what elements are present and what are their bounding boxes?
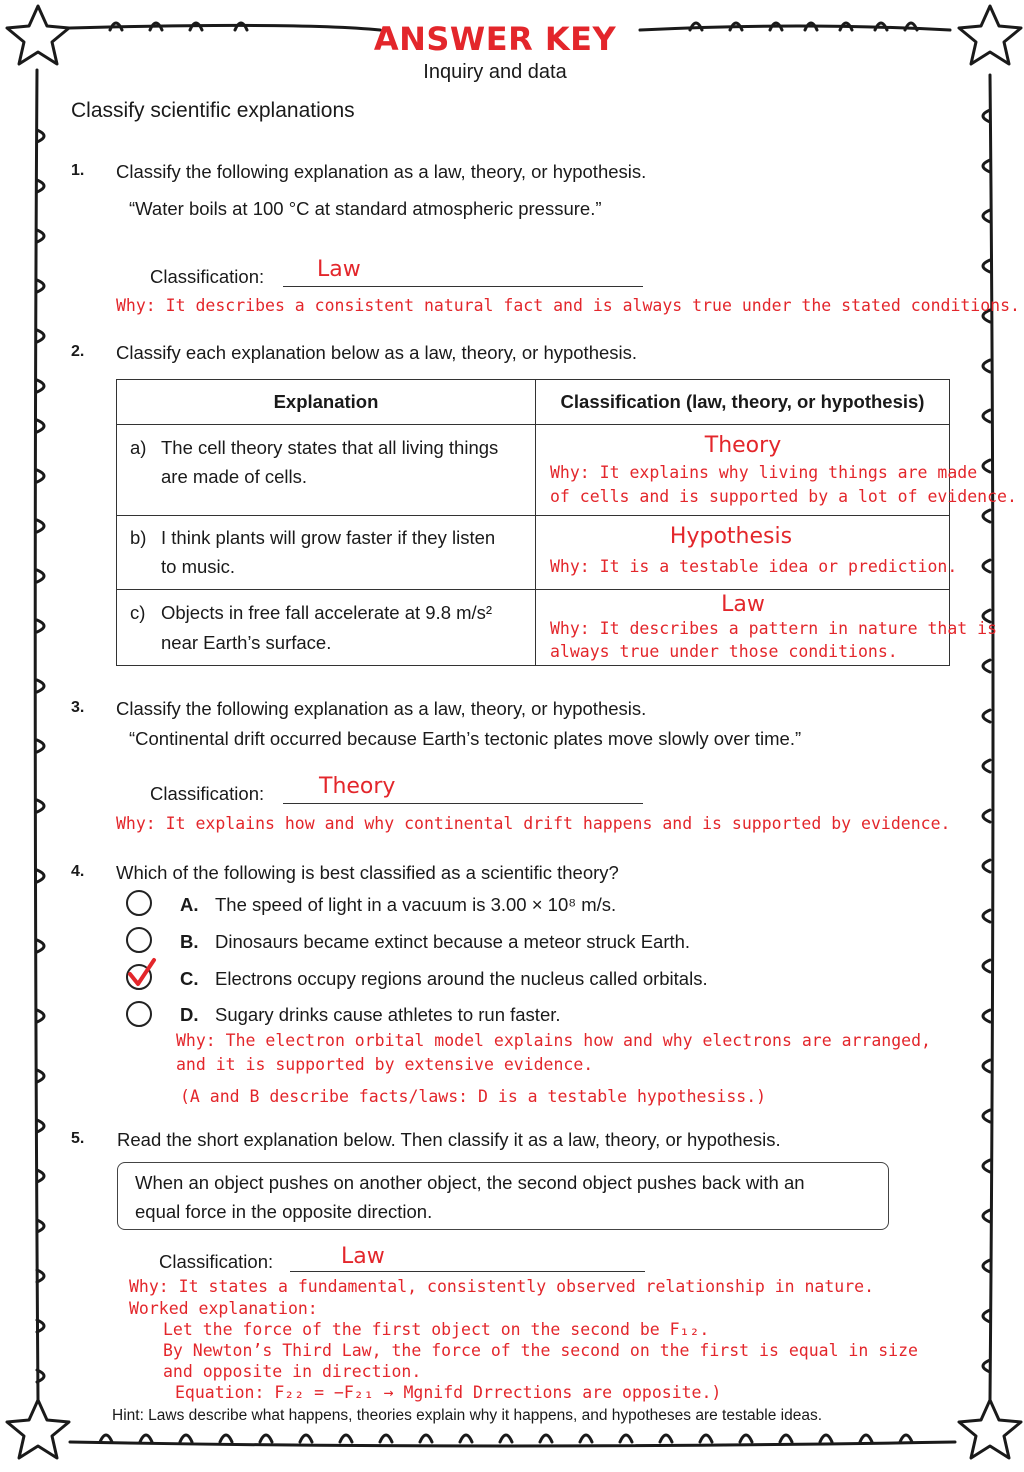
row-answer: Theory bbox=[704, 433, 782, 458]
row-explanation-line1: The cell theory states that all living things bbox=[161, 437, 499, 458]
row-answer: Hypothesis bbox=[669, 524, 793, 549]
checkmark-icon bbox=[125, 956, 159, 990]
q5-why: Why: It states a fundamental, consistently observed relationship in nature. bbox=[129, 1277, 875, 1296]
q3-prompt: Classify the following explanation as a law, theory, or hypothesis. bbox=[116, 698, 647, 719]
q5-equation: Equation: F₂₂ = −F₂₁ → Mgnifd Drrections are opposite.) bbox=[175, 1383, 722, 1402]
row-letter: b) bbox=[130, 527, 147, 548]
q1-quote: “Water boils at 100 °C at standard atmospheric pressure.” bbox=[129, 198, 602, 219]
option-d-radio[interactable] bbox=[126, 1001, 152, 1027]
classification-table bbox=[116, 379, 1017, 666]
q2-number: 2. bbox=[71, 343, 85, 360]
row-letter: a) bbox=[130, 437, 147, 458]
page-subtitle: Inquiry and data bbox=[423, 61, 567, 83]
q3-answer-line bbox=[283, 803, 643, 804]
table-header-explanation: Explanation bbox=[117, 380, 536, 425]
q5-number: 5. bbox=[71, 1130, 85, 1147]
q5-answer: Law bbox=[341, 1244, 385, 1269]
q5-worked-title: Worked explanation: bbox=[129, 1299, 318, 1318]
q1-classification-label: Classification: bbox=[150, 266, 265, 287]
option-c-text: Electrons occupy regions around the nucleus called orbitals. bbox=[215, 968, 708, 989]
row-explanation-line2: to music. bbox=[161, 556, 236, 577]
q4-why-line1: Why: The electron orbital model explains how and why electrons are arranged, bbox=[176, 1031, 931, 1050]
q4-prompt: Which of the following is best classified as a scientific theory? bbox=[116, 862, 619, 883]
q4-number: 4. bbox=[71, 863, 85, 880]
q5-box-line2: equal force in the opposite direction. bbox=[135, 1201, 433, 1222]
q4-why-line2: and it is supported by extensive evidence. bbox=[176, 1055, 594, 1074]
option-a-letter: A. bbox=[180, 894, 199, 915]
q2-prompt: Classify each explanation below as a law, theory, or hypothesis. bbox=[116, 342, 638, 363]
row-why-line1: Why: It is a testable idea or prediction. bbox=[550, 557, 958, 576]
q5-classification-label: Classification: bbox=[159, 1251, 274, 1272]
option-a-text: The speed of light in a vacuum is 3.00 × 10⁸ m/s. bbox=[215, 894, 617, 915]
q5-worked-line1: Let the force of the first object on the second be F₁₂. bbox=[163, 1320, 710, 1339]
table-row bbox=[117, 516, 950, 590]
q5-answer-line bbox=[290, 1271, 645, 1272]
q5-worked-line3: and opposite in direction. bbox=[163, 1362, 422, 1381]
q3-answer: Theory bbox=[319, 774, 396, 799]
star-icon bbox=[959, 1400, 1021, 1458]
section-title: Classify scientific explanations bbox=[71, 99, 355, 122]
q3-number: 3. bbox=[71, 699, 85, 716]
row-explanation-line1: Objects in free fall accelerate at 9.8 m/s² bbox=[161, 602, 493, 623]
option-c-letter: C. bbox=[180, 968, 199, 989]
row-explanation-line2: are made of cells. bbox=[161, 466, 308, 487]
table-header-classification: Classification (law, theory, or hypothesis) bbox=[536, 380, 950, 425]
q5-prompt: Read the short explanation below. Then classify it as a law, theory, or hypothesis. bbox=[117, 1129, 781, 1150]
option-b-radio[interactable] bbox=[126, 927, 152, 953]
table-row bbox=[117, 590, 950, 666]
row-why-line2: of cells and is supported by a lot of evidence. bbox=[550, 487, 1017, 506]
star-icon bbox=[7, 1400, 69, 1458]
q5-worked-line2: By Newton’s Third Law, the force of the second on the first is equal in size bbox=[163, 1341, 918, 1360]
q1-prompt: Classify the following explanation as a law, theory, or hypothesis. bbox=[116, 161, 647, 182]
option-b-letter: B. bbox=[180, 931, 199, 952]
table-row bbox=[117, 425, 950, 516]
page-title: ANSWER KEY bbox=[373, 20, 617, 58]
q1-answer-line bbox=[283, 286, 643, 287]
row-why-line1: Why: It describes a pattern in nature that is bbox=[550, 619, 998, 638]
q3-why: Why: It explains how and why continental drift happens and is supported by evidence. bbox=[116, 814, 951, 833]
q1-answer: Law bbox=[317, 257, 361, 282]
option-a-radio[interactable] bbox=[126, 890, 152, 916]
q1-number: 1. bbox=[71, 162, 85, 179]
row-why-line2: always true under those conditions. bbox=[550, 642, 898, 661]
row-letter: c) bbox=[130, 602, 146, 623]
q1-why: Why: It describes a consistent natural fact and is always true under the stated conditions. bbox=[116, 296, 1020, 315]
option-d-text: Sugary drinks cause athletes to run faster. bbox=[215, 1004, 561, 1025]
option-d-letter: D. bbox=[180, 1004, 199, 1025]
row-answer: Law bbox=[721, 592, 765, 617]
hint-text: Hint: Laws describe what happens, theories explain why it happens, and hypotheses are testable ideas. bbox=[112, 1407, 822, 1424]
q5-box-line1: When an object pushes on another object, the second object pushes back with an bbox=[135, 1172, 805, 1193]
row-explanation-line1: I think plants will grow faster if they listen bbox=[161, 527, 496, 548]
q3-classification-label: Classification: bbox=[150, 783, 265, 804]
option-b-text: Dinosaurs became extinct because a meteor struck Earth. bbox=[215, 931, 691, 952]
q3-quote: “Continental drift occurred because Earth’s tectonic plates move slowly over time.” bbox=[129, 728, 802, 749]
row-explanation-line2: near Earth’s surface. bbox=[161, 632, 332, 653]
q4-note: (A and B describe facts/laws: D is a testable hypothesiss.) bbox=[180, 1087, 767, 1106]
row-why-line1: Why: It explains why living things are made bbox=[550, 463, 978, 482]
